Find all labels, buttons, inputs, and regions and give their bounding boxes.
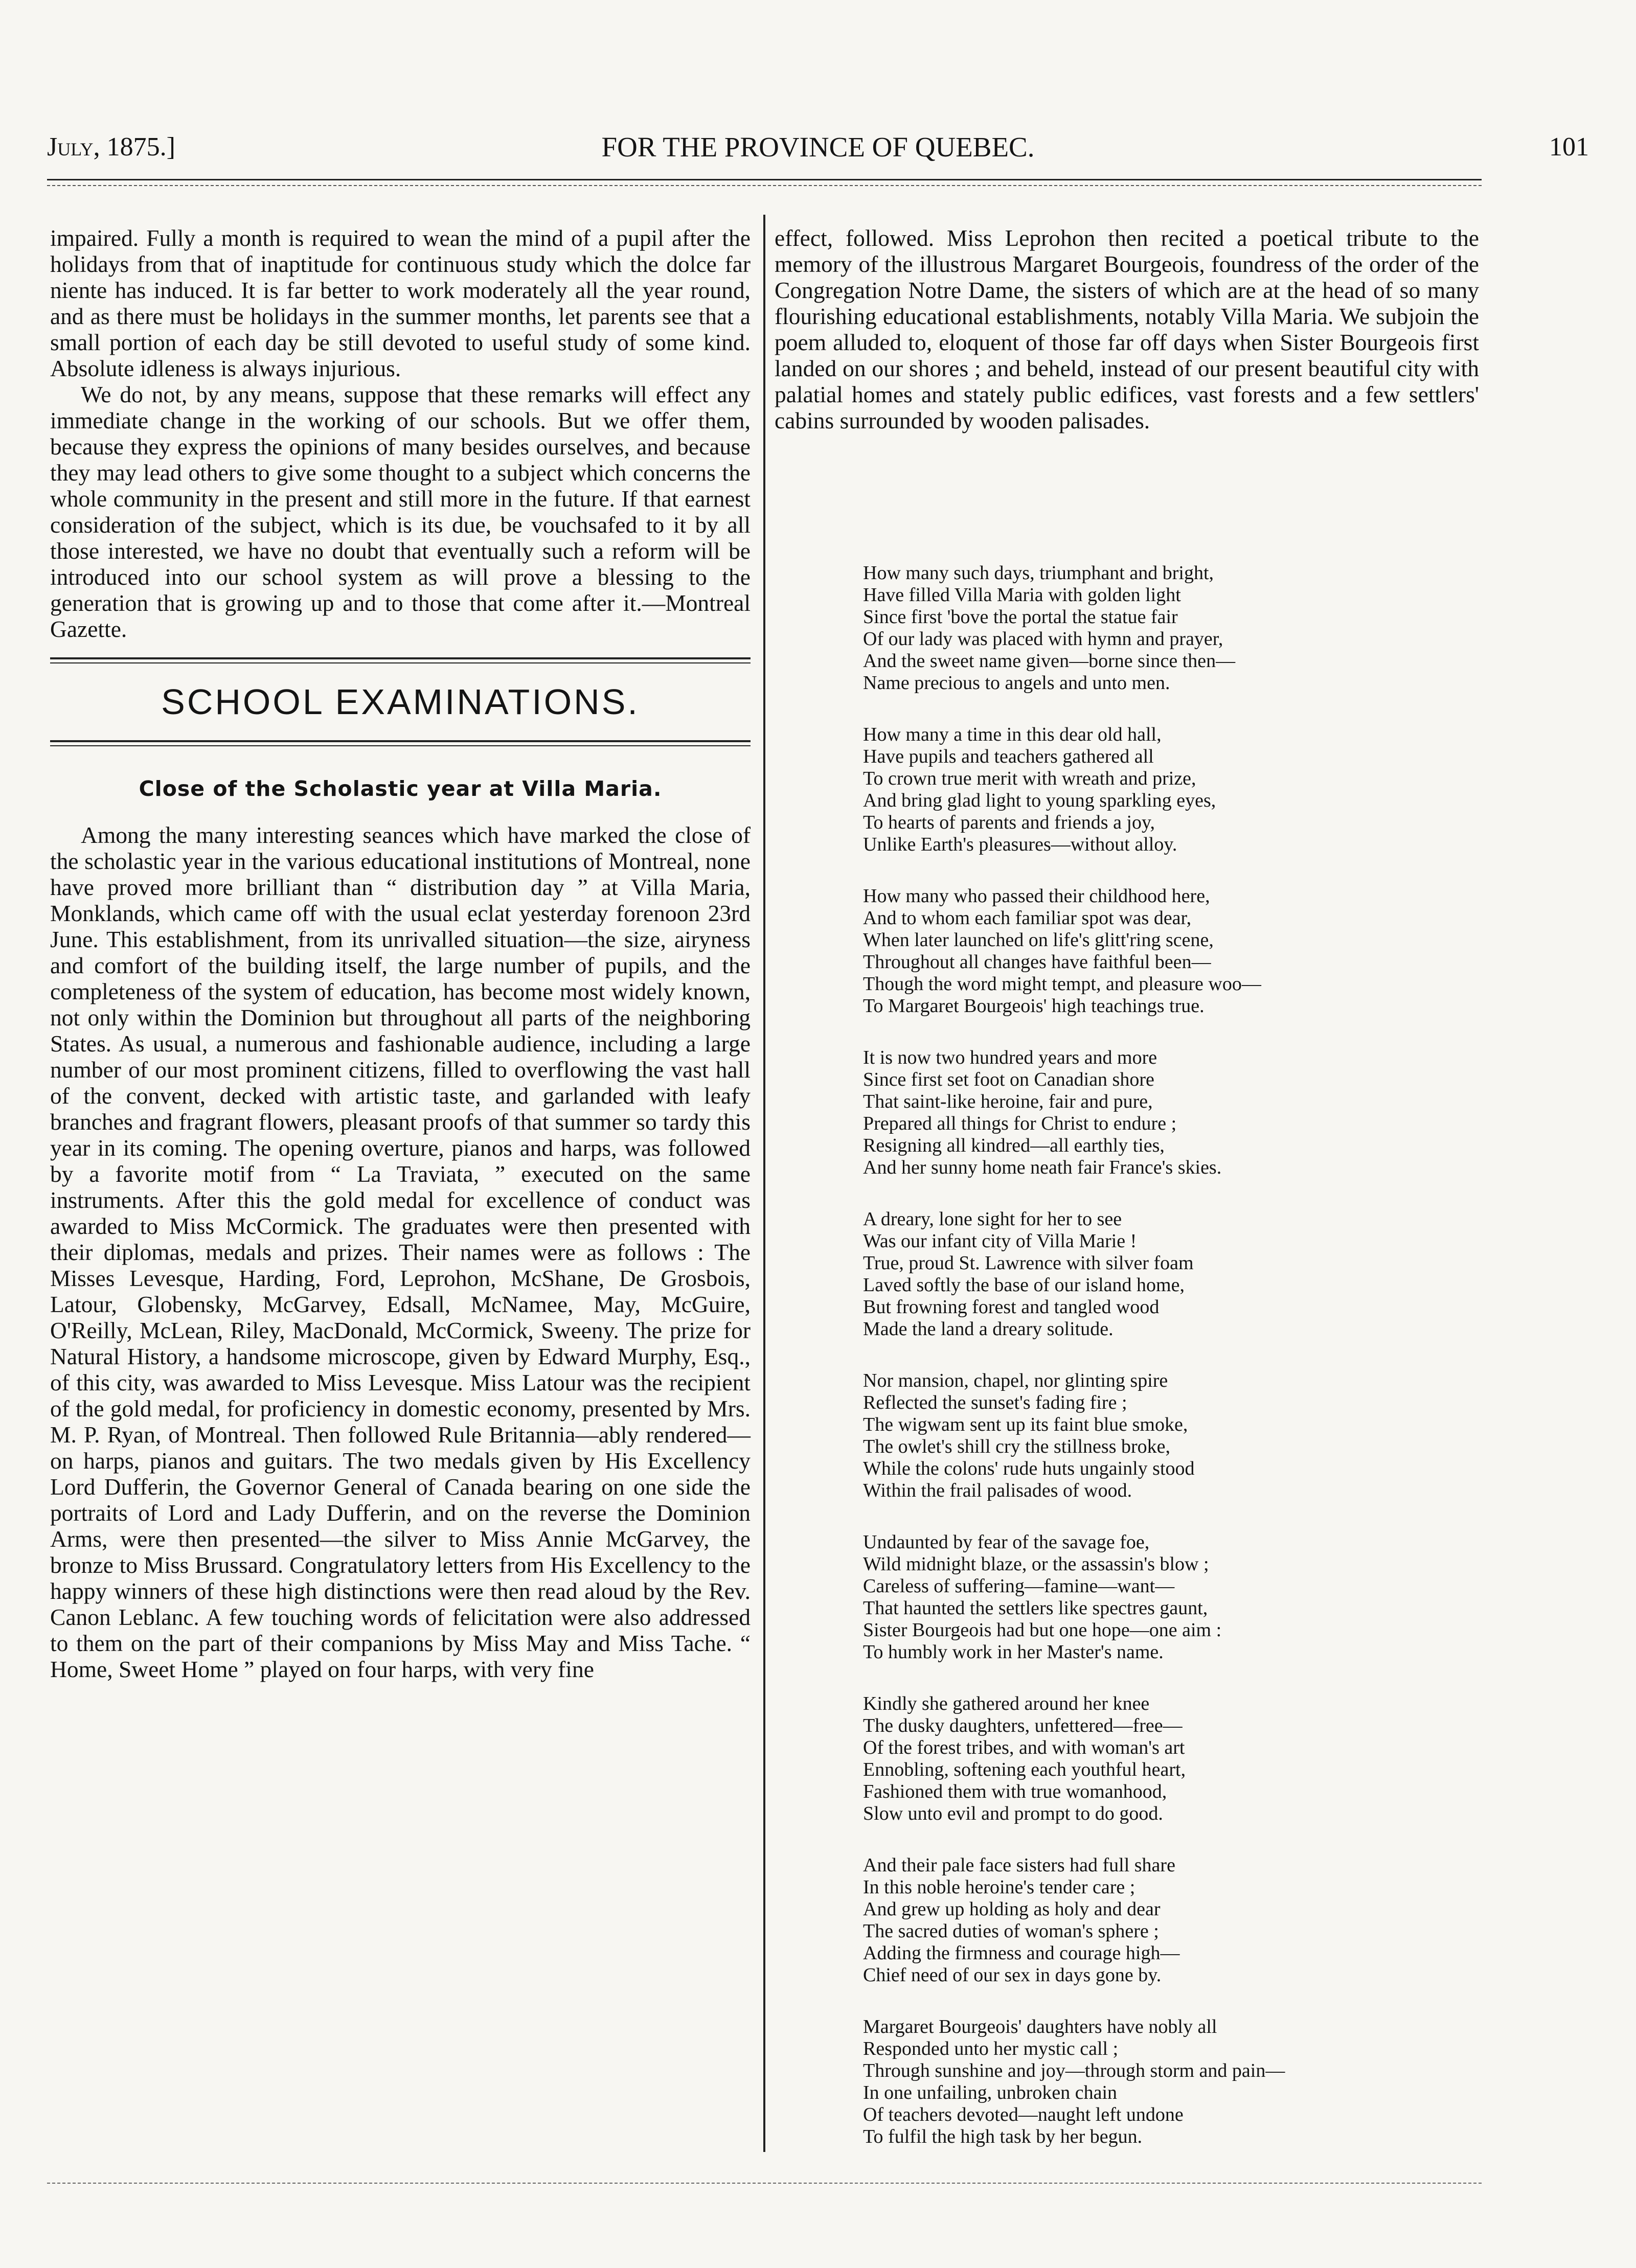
paragraph: We do not, by any means, suppose that these remarks will effect any immediate change in the working of our schools. But we offer them, because they express the opinions of many besides ourselves, and because they may lead others to give some thought to a subject which concerns the whole community in the present and still more in the future. If that earnest consideration of the subject, which is its due, be vouchsafed to it by all those interested, we have no doubt that eventually such a reform will be introduced into our school system as will prove a blessing to the generation that is growing up and to those that come after it.—Montreal Gazette. (50, 381, 751, 642)
poem-line: Through sunshine and joy—through storm and pain— (863, 2060, 1285, 2081)
poem-line: The dusky daughters, unfettered—free— (863, 1715, 1183, 1736)
poem-line: Throughout all changes have faithful been— (863, 951, 1211, 973)
poem-line: Adding the firmness and courage high— (863, 1942, 1180, 1964)
poem-stanza (863, 724, 1476, 856)
poem-line: Since first 'bove the portal the statue fair (863, 606, 1178, 628)
page-number: 101 (1549, 132, 1589, 162)
poem-line: And their pale face sisters had full share (863, 1854, 1175, 1876)
right-column (775, 225, 1479, 433)
column-divider (763, 215, 765, 2152)
poem-line: And her sunny home neath fair France's skies. (863, 1157, 1222, 1178)
poem-line: Sister Bourgeois had but one hope—one aim : (863, 1619, 1222, 1641)
poem-stanza (863, 1370, 1476, 1502)
poem-line: Since first set foot on Canadian shore (863, 1069, 1154, 1090)
footer-rule (47, 2183, 1482, 2184)
poem-stanza (863, 885, 1476, 1017)
poem-line: A dreary, lone sight for her to see (863, 1208, 1122, 1230)
poem (863, 562, 1476, 2178)
header-rule (47, 179, 1482, 180)
poem-line: The owlet's shill cry the stillness broke, (863, 1436, 1171, 1457)
poem-line: How many such days, triumphant and bright, (863, 562, 1214, 584)
poem-line: To crown true merit with wreath and prize, (863, 768, 1196, 789)
poem-line: That haunted the settlers like spectres gaunt, (863, 1597, 1208, 1619)
poem-line: That saint-like heroine, fair and pure, (863, 1091, 1153, 1112)
poem-line: To Margaret Bourgeois' high teachings true. (863, 995, 1205, 1017)
poem-line: And bring glad light to young sparkling eyes, (863, 790, 1216, 811)
poem-line: Margaret Bourgeois' daughters have nobly all (863, 2016, 1217, 2037)
poem-line: How many a time in this dear old hall, (863, 724, 1162, 745)
poem-line: Of teachers devoted—naught left undone (863, 2104, 1184, 2125)
poem-stanza (863, 1047, 1476, 1179)
poem-line: Though the word might tempt, and pleasure woo— (863, 973, 1261, 995)
poem-stanza (863, 562, 1476, 694)
poem-line: When later launched on life's glitt'ring scene, (863, 929, 1214, 951)
poem-line: Have filled Villa Maria with golden light (863, 584, 1181, 606)
poem-stanza (863, 1208, 1476, 1340)
poem-line: Of the forest tribes, and with woman's art (863, 1737, 1185, 1758)
article-title: Close of the Scholastic year at Villa Maria. (139, 776, 662, 801)
header-date: July, 1875.] (47, 132, 175, 162)
poem-line: In one unfailing, unbroken chain (863, 2082, 1118, 2103)
poem-line: Was our infant city of Villa Marie ! (863, 1230, 1137, 1252)
poem-stanza (863, 1693, 1476, 1825)
poem-line: To fulfil the high task by her begun. (863, 2126, 1143, 2147)
poem-line: To hearts of parents and friends a joy, (863, 812, 1155, 833)
poem-line: Fashioned them with true womanhood, (863, 1781, 1167, 1802)
poem-line: Resigning all kindred—all earthly ties, (863, 1135, 1165, 1156)
paragraph: effect, followed. Miss Leprohon then recited a poetical tribute to the memory of the illustrous Margaret Bourgeois, foundress of the order of the Congregation Notre Dame, the sisters of which are at the head of so many flourishing educational establishments, notably Villa Maria. We subjoin the poem alluded to, eloquent of those far off days when Sister Bourgeois first landed on our shores ; and beheld, instead of our present beautiful city with palatial homes and stately public edifices, vast forests and a few settlers' cabins surrounded by wooden palisades. (775, 225, 1479, 433)
poem-line: And to whom each familiar spot was dear, (863, 907, 1192, 929)
header-rule-dashed (47, 185, 1482, 186)
poem-line: Prepared all things for Christ to endure ; (863, 1113, 1177, 1134)
left-column (50, 225, 751, 1682)
poem-line: And the sweet name given—borne since then— (863, 650, 1236, 672)
poem-line: But frowning forest and tangled wood (863, 1296, 1160, 1318)
poem-line: Responded unto her mystic call ; (863, 2038, 1119, 2059)
poem-line: To humbly work in her Master's name. (863, 1641, 1164, 1663)
section-rule (50, 657, 751, 663)
poem-stanza (863, 2016, 1476, 2148)
poem-stanza (863, 1854, 1476, 1986)
poem-line: Chief need of our sex in days gone by. (863, 1964, 1162, 1986)
poem-line: True, proud St. Lawrence with silver foam (863, 1252, 1194, 1274)
poem-line: The wigwam sent up its faint blue smoke, (863, 1414, 1188, 1435)
poem-line: Made the land a dreary solitude. (863, 1318, 1114, 1340)
poem-line: The sacred duties of woman's sphere ; (863, 1920, 1159, 1942)
poem-line: Within the frail palisades of wood. (863, 1480, 1132, 1501)
poem-line: Kindly she gathered around her knee (863, 1693, 1150, 1714)
poem-line: Slow unto evil and prompt to do good. (863, 1803, 1163, 1824)
poem-line: Unlike Earth's pleasures—without alloy. (863, 834, 1177, 855)
poem-line: Undaunted by fear of the savage foe, (863, 1531, 1150, 1553)
poem-line: It is now two hundred years and more (863, 1047, 1157, 1068)
section-title: SCHOOL EXAMINATIONS. (161, 682, 640, 722)
poem-line: Nor mansion, chapel, nor glinting spire (863, 1370, 1168, 1391)
poem-line: Name precious to angels and unto men. (863, 672, 1170, 694)
poem-line: Reflected the sunset's fading fire ; (863, 1392, 1127, 1413)
section-rule (50, 740, 751, 746)
poem-line: While the colons' rude huts ungainly stood (863, 1458, 1195, 1479)
poem-line: How many who passed their childhood here, (863, 885, 1210, 907)
header-title: FOR THE PROVINCE OF QUEBEC. (601, 131, 1035, 163)
poem-line: Wild midnight blaze, or the assassin's blow ; (863, 1553, 1209, 1575)
poem-line: Have pupils and teachers gathered all (863, 746, 1154, 767)
poem-line: In this noble heroine's tender care ; (863, 1876, 1135, 1898)
poem-line: Of our lady was placed with hymn and prayer, (863, 628, 1223, 650)
article-paragraph: Among the many interesting seances which have marked the close of the scholastic year in the various educational institutions of Montreal, none have proved more brilliant than “ distribution day ” at Villa Maria, Monklands, which came off with the usual eclat yesterday forenoon 23rd June. This establishment, from its unrivalled situation—the size, airyness and comfort of the building itself, the large number of pupils, and the completeness of the system of education, has become most widely known, not only within the Dominion but throughout all parts of the neighboring States. As usual, a numerous and fashionable audience, including a large number of our most prominent citizens, filled to overflowing the vast hall of the convent, decked with artistic taste, and garlanded with leafy branches and fragrant flowers, pleasant proofs of that summer so tardy this year in its coming. The opening overture, pianos and harps, was followed by a favorite motif from “ La Traviata, ” executed on the same instruments. After this the gold medal for excellence of conduct was awarded to Miss McCormick. The graduates were then presented with their diplomas, medals and prizes. Their names were as follows : The Misses Levesque, Harding, Ford, Leprohon, McShane, De Grosbois, Latour, Globensky, McGarvey, Edsall, McNamee, May, McGuire, O'Reilly, McLean, Riley, MacDonald, McCormick, Sweeny. The prize for Natural History, a handsome microscope, given by Edward Murphy, Esq., of this city, was awarded to Miss Levesque. Miss Latour was the recipient of the gold medal, for proficiency in domestic economy, presented by Mrs. M. P. Ryan, of Montreal. Then followed Rule Britannia—ably rendered—on harps, pianos and guitars. The two medals given by His Excellency Lord Dufferin, the Governor General of Canada bearing on one side the portraits of Lord and Lady Dufferin, and on the reverse the Dominion Arms, were then presented—the silver to Miss Annie McGarvey, the bronze to Miss Brussard. Congratulatory letters from His Excellency to the happy winners of these high distinctions were then read aloud by the Rev. Canon Leblanc. A few touching words of felicitation were also addressed to them on the part of their companions by Miss May and Miss Tache. “ Home, Sweet Home ” played on four harps, with very fine (50, 822, 751, 1682)
paragraph: impaired. Fully a month is required to wean the mind of a pupil after the holidays from that of inaptitude for continuous study which the dolce far niente has induced. It is far better to work moderately all the year round, and as there must be holidays in the summer months, let parents see that a small portion of each day be still devoted to useful study of some kind. Absolute idleness is always injurious. (50, 225, 751, 381)
poem-line: And grew up holding as holy and dear (863, 1898, 1161, 1920)
poem-line: Careless of suffering—famine—want— (863, 1575, 1175, 1597)
poem-stanza (863, 1531, 1476, 1663)
poem-line: Ennobling, softening each youthful heart, (863, 1759, 1186, 1780)
poem-line: Laved softly the base of our island home, (863, 1274, 1185, 1296)
